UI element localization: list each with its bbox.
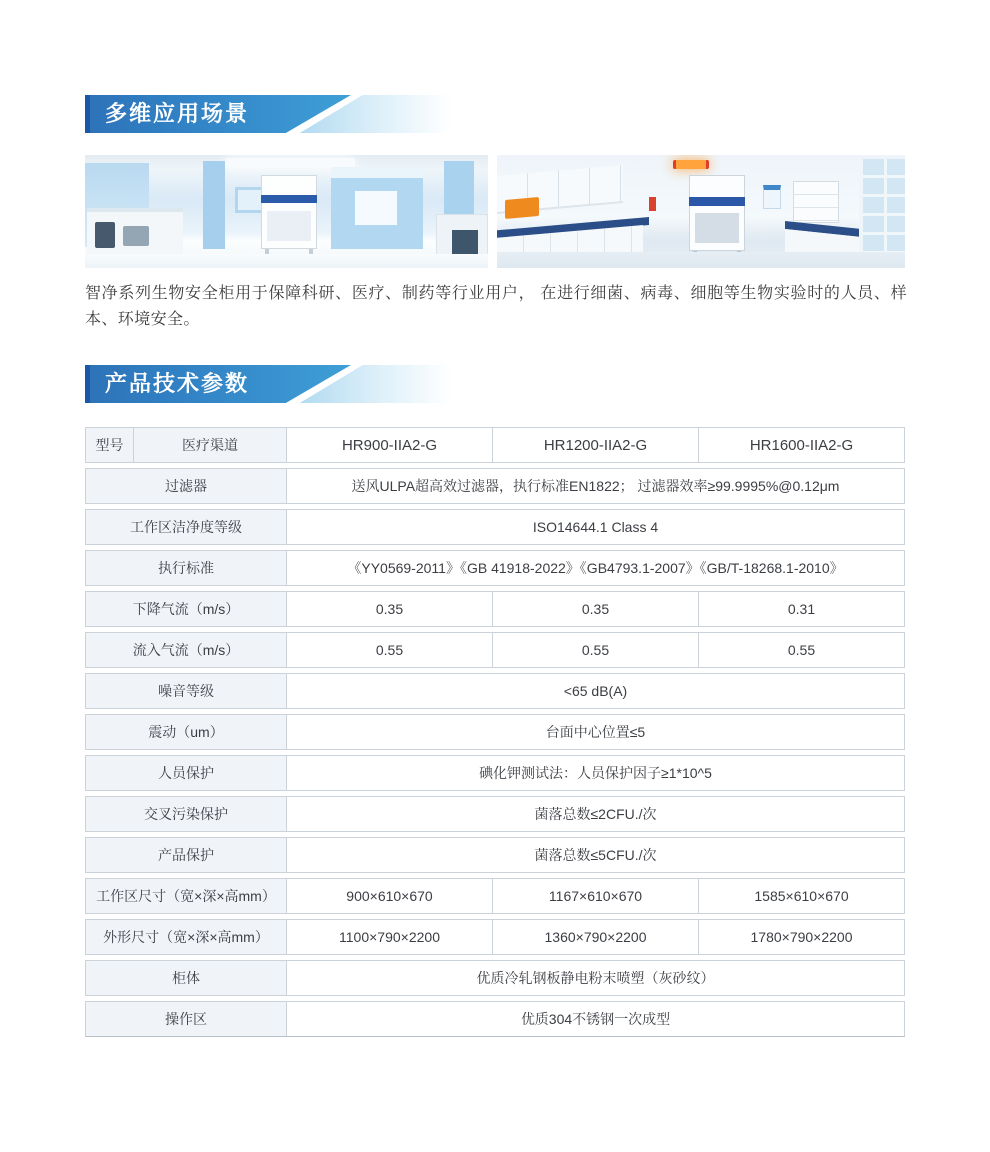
table-row <box>85 714 905 750</box>
model-name: HR1200-IIA2-G <box>492 428 698 462</box>
glowing-exit-sign <box>673 160 709 169</box>
row-value: ISO14644.1 Class 4 <box>532 519 659 535</box>
module-top-band <box>331 167 423 178</box>
section-title-specs: 产品技术参数 <box>105 371 250 396</box>
row-label: 工作区洁净度等级 <box>86 510 287 544</box>
table-header-row <box>85 427 905 463</box>
row-value: 0.55 <box>698 633 904 667</box>
cabinet-opening <box>695 213 739 243</box>
row-label: 下降气流（m/s） <box>86 592 287 626</box>
table-row <box>85 509 905 545</box>
wall-poster <box>763 185 781 209</box>
row-value: 菌落总数≤2CFU./次 <box>534 806 657 822</box>
model-name: HR1600-IIA2-G <box>698 428 904 462</box>
row-value: 优质304不锈钢一次成型 <box>520 1011 671 1027</box>
table-row <box>85 1001 905 1037</box>
section-title-applications: 多维应用场景 <box>105 101 250 126</box>
row-value: 台面中心位置≤5 <box>545 724 646 740</box>
row-value: 优质冷轧钢板静电粉末喷塑（灰砂纹） <box>476 970 715 986</box>
row-label: 柜体 <box>86 961 287 995</box>
row-value: 送风ULPA超高效过滤器，执行标准EN1822； 过滤器效率≥99.9995%@0.12μm <box>351 478 840 494</box>
row-value: <65 dB(A) <box>563 683 628 699</box>
banner-left-stripe <box>85 95 90 133</box>
wall-alarm <box>649 197 656 211</box>
row-label: 震动（um） <box>86 715 287 749</box>
row-label: 工作区尺寸（宽×深×高mm） <box>86 879 287 913</box>
row-label: 产品保护 <box>86 838 287 872</box>
table-row <box>85 591 905 627</box>
row-label: 执行标准 <box>86 551 287 585</box>
floor <box>497 252 905 268</box>
table-row <box>85 960 905 996</box>
spec-table <box>85 427 905 1042</box>
section-banner-specs <box>85 365 470 403</box>
row-value: 0.31 <box>698 592 904 626</box>
table-row <box>85 878 905 914</box>
application-scene-render-image <box>85 155 488 268</box>
table-row <box>85 796 905 832</box>
glass-storage-cabinet <box>859 159 905 263</box>
floor <box>85 254 488 268</box>
banner-left-stripe <box>85 365 90 403</box>
row-value: 0.55 <box>492 633 698 667</box>
row-value: 碘化钾测试法：人员保护因子≥1*10^5 <box>479 765 712 781</box>
cabinet-opening <box>267 211 311 241</box>
header-channel-label: 医疗渠道 <box>134 428 287 462</box>
row-value: 1100×790×2200 <box>339 929 440 945</box>
application-scene-photo-image <box>497 155 905 268</box>
row-label: 操作区 <box>86 1002 287 1036</box>
table-row <box>85 837 905 873</box>
row-value: 0.55 <box>375 642 404 658</box>
row-value: 1167×610×670 <box>492 879 698 913</box>
bench-equipment <box>123 226 149 246</box>
header-model-label: 型号 <box>86 428 134 462</box>
row-value: 《YY0569-2011》《GB 41918-2022》《GB4793.1-2007》《GB/T-18268.1-2010》 <box>347 560 844 576</box>
table-row <box>85 755 905 791</box>
blue-pillar <box>203 161 225 249</box>
cabinet-dark-slot <box>452 230 478 256</box>
row-value: 1360×790×2200 <box>492 920 698 954</box>
row-label: 外形尺寸（宽×深×高mm） <box>86 920 287 954</box>
table-row <box>85 632 905 668</box>
table-row <box>85 468 905 504</box>
row-label: 流入气流（m/s） <box>86 633 287 667</box>
row-label: 噪音等级 <box>86 674 287 708</box>
intro-paragraph: 智净系列生物安全柜用于保障科研、医疗、制药等行业用户， 在进行细菌、病毒、细胞等生物实验时的人员、样本、环境安全。 <box>85 285 907 328</box>
table-row <box>85 673 905 709</box>
orange-bin <box>505 197 539 219</box>
row-label: 人员保护 <box>86 756 287 790</box>
section-banner-applications <box>85 95 470 133</box>
bench-analyzer-stack <box>793 181 839 223</box>
row-value: 0.35 <box>375 601 404 617</box>
table-row <box>85 919 905 955</box>
row-label: 交叉污染保护 <box>86 797 287 831</box>
row-value: 1780×790×2200 <box>698 920 904 954</box>
table-row <box>85 550 905 586</box>
module-window <box>355 191 397 225</box>
row-value: 1585×610×670 <box>698 879 904 913</box>
bench-equipment <box>95 222 115 248</box>
model-name: HR900-IIA2-G <box>341 436 438 454</box>
row-value: 0.35 <box>492 592 698 626</box>
cabinet-blue-band <box>689 197 745 206</box>
row-value: 菌落总数≤5CFU./次 <box>534 847 657 863</box>
row-label: 过滤器 <box>86 469 287 503</box>
row-value: 900×610×670 <box>346 888 433 904</box>
cabinet-blue-band <box>261 195 317 203</box>
